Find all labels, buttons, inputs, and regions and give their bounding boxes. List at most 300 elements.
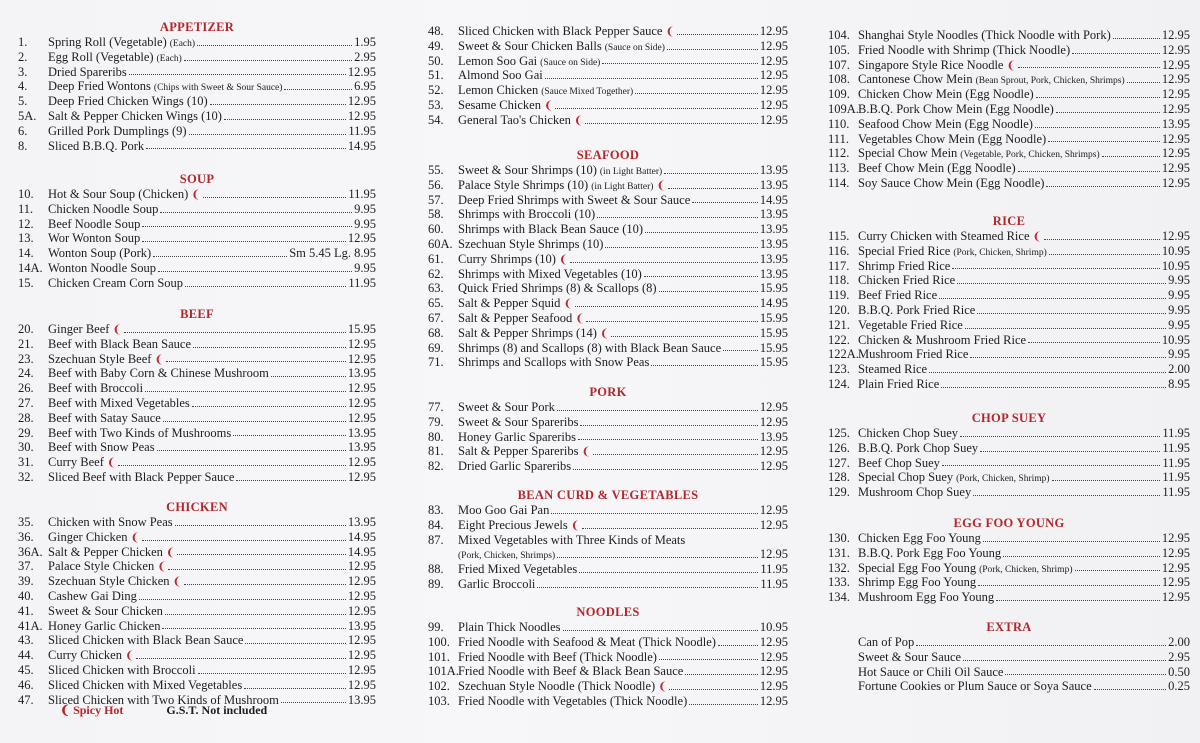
item-price: 12.95 xyxy=(759,400,788,414)
leader-dots xyxy=(142,226,352,227)
menu-section xyxy=(18,500,376,707)
item-name: Fortune Cookies or Plum Sauce or Soya Sauce xyxy=(858,679,1092,694)
item-name: Grilled Pork Dumplings (9) xyxy=(48,123,187,138)
chili-icon: ❨ xyxy=(581,446,591,459)
item-number: 5. xyxy=(18,94,28,109)
item-number: 104. xyxy=(828,28,850,42)
item-price: 1.95 xyxy=(354,35,376,49)
item-price: 15.95 xyxy=(759,325,788,340)
item-price: 13.95 xyxy=(347,425,376,440)
item-number: 124. xyxy=(828,376,850,391)
leader-dots xyxy=(668,188,758,189)
chili-icon: ❨ xyxy=(558,253,569,266)
leader-dots xyxy=(1075,570,1160,571)
item-name: Chicken Chop Suey xyxy=(858,426,958,440)
item-name: Szechuan Style Noodle (Thick Noodle) xyxy=(458,679,656,694)
item-note: (Pork, Chicken, Shrimp) xyxy=(979,564,1073,575)
item-name: Palace Style Shrimps (10) xyxy=(458,177,589,192)
item-name: Singapore Style Rice Noodle xyxy=(858,57,1004,72)
item-name: Sliced Beef with Black Pepper Sauce xyxy=(48,469,235,484)
menu-item xyxy=(428,207,788,222)
leader-dots xyxy=(244,688,346,689)
menu-section xyxy=(18,172,376,291)
item-price: 9.95 xyxy=(1168,273,1190,288)
leader-dots xyxy=(563,630,758,631)
leader-dots xyxy=(965,328,1166,329)
chili-icon: ❨ xyxy=(124,650,135,663)
leader-dots xyxy=(689,704,758,705)
menu-column-2 xyxy=(428,0,788,743)
menu-item xyxy=(828,635,1190,650)
item-number: 30. xyxy=(18,440,34,455)
leader-dots xyxy=(165,614,346,615)
item-price: 12.95 xyxy=(759,547,788,562)
item-name: B.B.Q. Pork Egg Foo Young xyxy=(858,545,1002,560)
leader-dots xyxy=(593,454,758,455)
chili-icon: ❨ xyxy=(563,298,573,311)
menu-section xyxy=(428,385,788,474)
item-name: Sweet & Sour Pork xyxy=(458,400,555,414)
leader-dots xyxy=(557,557,758,558)
menu-item xyxy=(828,426,1190,441)
leader-dots xyxy=(575,306,758,307)
menu-item xyxy=(428,267,788,282)
item-name: Beef Chop Suey xyxy=(858,455,940,470)
menu-item xyxy=(428,355,788,370)
item-price: 12.95 xyxy=(347,94,376,109)
item-price: 15.95 xyxy=(759,310,788,325)
leader-dots xyxy=(175,525,346,526)
leader-dots xyxy=(177,554,346,555)
item-price: 12.95 xyxy=(759,503,788,517)
item-name: Salt & Pepper Seafood xyxy=(458,310,573,325)
item-name: Hot Sauce or Chili Oil Sauce xyxy=(858,664,1004,679)
chili-icon: ❨ xyxy=(60,703,71,717)
menu-item xyxy=(828,441,1190,456)
item-number: 123. xyxy=(828,362,850,377)
item-number: 105. xyxy=(828,42,850,57)
menu-section xyxy=(828,214,1190,392)
menu-column-3 xyxy=(828,0,1190,743)
item-number: 29. xyxy=(18,425,34,440)
item-name: Fried Mixed Vegetables xyxy=(458,562,578,577)
item-number: 77. xyxy=(428,400,444,414)
item-number: 55. xyxy=(428,163,444,177)
item-number: 81. xyxy=(428,444,444,459)
leader-dots xyxy=(1005,674,1166,675)
item-name: Beef with Broccoli xyxy=(48,381,144,396)
item-price: 12.95 xyxy=(347,633,376,648)
menu-item xyxy=(428,533,788,548)
item-name: Egg Roll (Vegetable) xyxy=(48,49,154,64)
leader-dots xyxy=(573,469,758,470)
item-price: 14.95 xyxy=(347,544,376,559)
menu-item xyxy=(828,531,1190,546)
menu-item xyxy=(428,163,788,178)
item-price: 11.95 xyxy=(1162,440,1190,455)
leader-dots xyxy=(980,451,1160,452)
item-price: 12.95 xyxy=(347,559,376,574)
item-name: Almond Soo Gai xyxy=(458,68,543,83)
item-price: 12.95 xyxy=(347,410,376,425)
menu-section xyxy=(428,24,788,128)
chili-icon: ❨ xyxy=(575,312,585,325)
leader-dots xyxy=(1094,689,1166,690)
item-number: 60A. xyxy=(428,236,453,251)
section-title: CHOP SUEY xyxy=(971,411,1047,425)
item-price: 2.00 xyxy=(1168,362,1190,377)
item-name: Sweet & Sour Shrimps (10) xyxy=(458,163,597,177)
item-price: 0.50 xyxy=(1168,664,1190,679)
item-number: 23. xyxy=(18,351,34,366)
item-number: 112. xyxy=(828,146,850,161)
gst-note: G.S.T. Not included xyxy=(166,703,268,717)
item-name: Sweet & Sour Spareribs xyxy=(458,414,579,429)
leader-dots xyxy=(957,283,1166,284)
item-name: Sliced B.B.Q. Pork xyxy=(48,138,145,153)
menu-item xyxy=(18,35,376,50)
item-number: 58. xyxy=(428,207,444,222)
item-name: Sweet & Sour Sauce xyxy=(858,649,962,664)
item-price: 12.95 xyxy=(1161,229,1190,243)
leader-dots xyxy=(611,336,758,337)
item-name: Beef with Snow Peas xyxy=(48,440,155,455)
item-number: 26. xyxy=(18,381,34,396)
menu-section xyxy=(428,605,788,709)
chili-icon: ❨ xyxy=(1032,231,1042,243)
leader-dots xyxy=(124,332,346,333)
menu-item xyxy=(428,98,788,113)
leader-dots xyxy=(168,569,345,570)
item-price: 12.95 xyxy=(759,649,788,664)
item-name: Plain Thick Noodles xyxy=(458,620,561,634)
item-name: Beef with Satay Sauce xyxy=(48,410,161,425)
section-title: APPETIZER xyxy=(159,20,235,34)
item-note: (in Light Batter) xyxy=(591,181,654,192)
item-note: (Pork, Chicken, Shrimp) xyxy=(956,474,1050,485)
menu-item xyxy=(828,546,1190,561)
leader-dots xyxy=(1056,112,1160,113)
leader-dots xyxy=(578,439,758,440)
menu-item xyxy=(828,117,1190,132)
menu-item xyxy=(18,633,376,648)
leader-dots xyxy=(651,365,758,366)
item-price: 12.95 xyxy=(759,24,788,38)
item-name: Curry Chicken with Steamed Rice xyxy=(858,229,1030,243)
item-price: 12.95 xyxy=(759,517,788,532)
item-name: Ginger Beef xyxy=(48,322,110,336)
item-number: 46. xyxy=(18,677,34,692)
item-price: 13.95 xyxy=(759,222,788,237)
leader-dots xyxy=(645,232,758,233)
item-price: 12.95 xyxy=(347,351,376,366)
menu-item xyxy=(18,545,376,560)
item-name: Beef with Mixed Vegetables xyxy=(48,395,190,410)
item-name: Deep Fried Chicken Wings (10) xyxy=(48,94,208,109)
item-price: 13.95 xyxy=(759,163,788,177)
item-number: 40. xyxy=(18,588,34,603)
item-number: 21. xyxy=(18,336,34,351)
item-name: Sliced Chicken with Black Pepper Sauce xyxy=(458,24,663,38)
item-price: 9.95 xyxy=(1168,347,1190,362)
menu-item xyxy=(828,362,1190,377)
item-price: 11.95 xyxy=(1162,455,1190,470)
item-name: Wonton Noodle Soup xyxy=(48,260,157,275)
item-number: 127. xyxy=(828,455,850,470)
item-price: 13.95 xyxy=(347,366,376,381)
chili-icon: ❨ xyxy=(1006,59,1016,72)
item-name: Vegetables Chow Mein (Egg Noodle) xyxy=(858,131,1047,146)
item-name: Shrimp Egg Foo Young xyxy=(858,575,977,590)
menu-item xyxy=(828,318,1190,333)
item-name: Beef Noodle Soup xyxy=(48,216,141,231)
item-number: 15. xyxy=(18,275,34,290)
chili-icon: ❨ xyxy=(599,327,610,340)
item-price: 12.95 xyxy=(1161,575,1190,590)
item-price: 13.95 xyxy=(347,692,376,707)
item-price: 12.95 xyxy=(759,444,788,459)
item-name: Mixed Vegetables with Three Kinds of Meats xyxy=(458,532,686,547)
item-number: 114. xyxy=(828,175,850,190)
menu-item xyxy=(18,381,376,396)
item-price: 12.95 xyxy=(347,64,376,79)
section-title: CHICKEN xyxy=(166,500,228,514)
leader-dots xyxy=(185,286,346,287)
item-number: 12. xyxy=(18,216,34,231)
leader-dots xyxy=(189,134,347,135)
menu-item xyxy=(18,663,376,678)
menu-item xyxy=(428,562,788,577)
leader-dots xyxy=(635,93,758,94)
menu-item xyxy=(828,146,1190,161)
menu-item xyxy=(428,415,788,430)
menu-section xyxy=(828,620,1190,694)
item-price: 11.95 xyxy=(1162,470,1190,485)
leader-dots xyxy=(605,247,757,248)
item-price: 12.95 xyxy=(347,395,376,410)
item-price: 12.95 xyxy=(1161,531,1190,545)
menu-section xyxy=(428,148,788,370)
menu-section xyxy=(18,307,376,485)
leader-dots xyxy=(939,298,1166,299)
menu-item xyxy=(428,54,788,69)
menu-item xyxy=(428,577,788,592)
item-name: Vegetable Fried Rice xyxy=(858,317,963,332)
item-name: Can of Pop xyxy=(858,635,915,649)
chili-icon: ❨ xyxy=(154,353,164,366)
item-number: 108. xyxy=(828,72,850,87)
item-price: 11.95 xyxy=(1162,485,1190,500)
leader-dots xyxy=(555,108,758,109)
menu-item xyxy=(18,217,376,232)
item-note: (Chips with Sweet & Sour Sauce) xyxy=(153,83,283,94)
leader-dots xyxy=(586,321,757,322)
item-subnote: (Pork, Chicken, Shrimps) xyxy=(458,551,556,562)
item-number: 39. xyxy=(18,574,34,589)
item-number: 115. xyxy=(828,229,850,243)
menu-item-subline xyxy=(428,547,788,562)
leader-dots xyxy=(685,674,758,675)
leader-dots xyxy=(129,74,346,75)
leader-dots xyxy=(963,660,1166,661)
leader-dots xyxy=(192,406,346,407)
leader-dots xyxy=(1113,38,1160,39)
item-name: Shanghai Style Noodles (Thick Noodle with Pork) xyxy=(858,28,1111,42)
item-name: Chicken Egg Foo Young xyxy=(858,531,981,545)
item-price: 2.95 xyxy=(354,49,376,64)
item-price: 12.95 xyxy=(759,459,788,474)
item-number: 8. xyxy=(18,138,28,153)
menu-item xyxy=(18,94,376,109)
menu-item xyxy=(828,161,1190,176)
item-price: 15.95 xyxy=(347,322,376,336)
item-price: 12.95 xyxy=(1161,131,1190,146)
item-name: Sliced Chicken with Two Kinds of Mushroom xyxy=(48,692,279,707)
item-price: 12.95 xyxy=(347,677,376,692)
menu-item xyxy=(18,426,376,441)
menu-item xyxy=(18,246,376,261)
menu-item xyxy=(828,679,1190,694)
item-number: 37. xyxy=(18,559,34,574)
leader-dots xyxy=(1049,254,1160,255)
item-note: (in Light Batter) xyxy=(599,167,663,177)
leader-dots xyxy=(142,241,346,242)
leader-dots xyxy=(271,376,346,377)
menu-item xyxy=(18,124,376,139)
chili-icon: ❨ xyxy=(157,561,167,574)
item-number: 44. xyxy=(18,648,34,663)
item-price: 12.95 xyxy=(1161,42,1190,57)
item-name: Moo Goo Gai Pan xyxy=(458,503,550,517)
menu-item xyxy=(428,83,788,98)
menu-section xyxy=(828,28,1190,191)
item-price: 11.95 xyxy=(348,123,376,138)
item-number: 62. xyxy=(428,266,444,281)
menu-item xyxy=(428,237,788,252)
item-name: Szechuan Style Chicken xyxy=(48,574,170,589)
menu-item xyxy=(428,650,788,665)
item-price: 13.95 xyxy=(759,266,788,281)
item-number: 65. xyxy=(428,296,444,311)
item-price: 12.95 xyxy=(759,38,788,53)
item-number: 11. xyxy=(18,201,34,216)
leader-dots xyxy=(197,45,352,46)
item-number: 132. xyxy=(828,560,850,575)
item-number: 45. xyxy=(18,662,34,677)
menu-item xyxy=(828,58,1190,73)
item-number: 121. xyxy=(828,317,850,332)
item-number: 54. xyxy=(428,112,444,127)
menu-item xyxy=(828,229,1190,244)
item-name: Mushroom Fried Rice xyxy=(858,347,969,362)
item-name: General Tao's Chicken xyxy=(458,112,571,127)
leader-dots xyxy=(1035,127,1160,128)
menu-item xyxy=(18,322,376,337)
item-name: Fried Noodle with Beef & Black Bean Sauce xyxy=(458,664,684,679)
menu-item xyxy=(828,485,1190,500)
item-note: (Each) xyxy=(156,53,182,64)
item-number: 31. xyxy=(18,455,34,470)
menu-item xyxy=(18,470,376,485)
item-price: 11.95 xyxy=(348,187,376,201)
leader-dots xyxy=(162,628,345,629)
leader-dots xyxy=(184,584,346,585)
item-price: 13.95 xyxy=(347,515,376,529)
item-name: Sweet & Sour Chicken xyxy=(48,603,163,618)
item-price: 12.95 xyxy=(347,469,376,484)
menu-item xyxy=(18,202,376,217)
menu-item xyxy=(428,664,788,679)
item-price: 12.95 xyxy=(1161,28,1190,42)
item-price: 8.95 xyxy=(1168,376,1190,391)
item-number: 51. xyxy=(428,68,444,83)
item-note: (Each) xyxy=(169,39,196,49)
item-number: 102. xyxy=(428,679,450,694)
menu-item xyxy=(828,590,1190,605)
item-price: 12.95 xyxy=(1161,87,1190,102)
item-name: Steamed Rice xyxy=(858,362,928,377)
leader-dots xyxy=(1072,53,1160,54)
item-name: Sweet & Sour Chicken Balls xyxy=(458,38,602,53)
item-price: 14.95 xyxy=(759,192,788,207)
item-price: 13.95 xyxy=(347,440,376,455)
spicy-legend: ❨ Spicy Hot xyxy=(60,703,124,717)
menu-section xyxy=(828,411,1190,500)
item-price: 12.95 xyxy=(759,679,788,694)
item-price: 10.95 xyxy=(1161,332,1190,347)
item-price: 9.95 xyxy=(1168,317,1190,332)
menu-item xyxy=(828,132,1190,147)
chili-icon: ❨ xyxy=(543,99,554,112)
leader-dots xyxy=(952,268,1160,269)
leader-dots xyxy=(1102,156,1160,157)
item-price: 9.95 xyxy=(1168,302,1190,317)
chili-icon: ❨ xyxy=(172,576,182,589)
leader-dots xyxy=(916,645,1166,646)
menu-item xyxy=(428,694,788,709)
menu-item xyxy=(428,296,788,311)
menu-item xyxy=(828,303,1190,318)
chili-icon: ❨ xyxy=(106,457,117,470)
menu-item xyxy=(828,470,1190,485)
leader-dots xyxy=(667,49,758,50)
item-name: B.B.Q. Pork Fried Rice xyxy=(858,302,976,317)
menu-item xyxy=(18,589,376,604)
section-title: BEEF xyxy=(180,307,214,321)
section-title: PORK xyxy=(589,385,627,399)
item-number: 43. xyxy=(18,633,34,648)
menu-item xyxy=(18,515,376,530)
leader-dots xyxy=(142,540,346,541)
item-number: 87. xyxy=(428,532,444,547)
menu-footer xyxy=(60,703,267,718)
item-name: Curry Beef xyxy=(48,455,104,470)
item-name: Fried Noodle with Seafood & Meat (Thick Noodle) xyxy=(458,634,716,649)
leader-dots xyxy=(224,119,346,120)
item-name: Deep Fried Wontons xyxy=(48,79,151,94)
menu-item xyxy=(828,102,1190,117)
menu-item xyxy=(828,87,1190,102)
item-price: 9.95 xyxy=(354,201,376,216)
leader-dots xyxy=(1028,342,1160,343)
item-name: Fried Noodle with Shrimp (Thick Noodle) xyxy=(858,42,1071,57)
item-name: Lemon Chicken xyxy=(458,83,539,98)
item-note: (Sauce Mixed Together) xyxy=(541,87,634,98)
item-number: 101A. xyxy=(428,664,459,679)
item-price: 2.00 xyxy=(1168,635,1190,649)
chili-icon: ❨ xyxy=(656,179,666,192)
menu-item xyxy=(18,139,376,154)
